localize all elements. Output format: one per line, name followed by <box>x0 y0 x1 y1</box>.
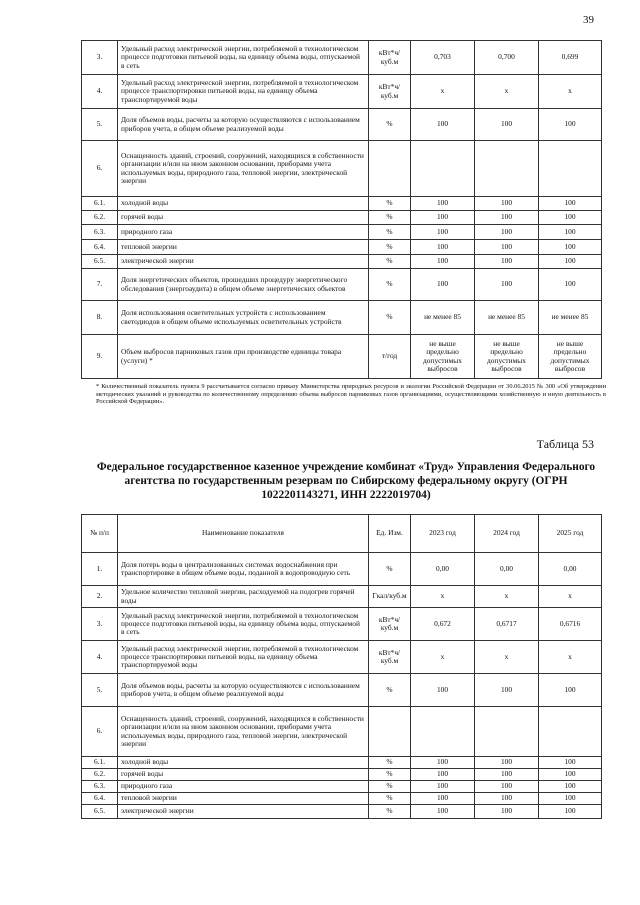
row-number: 3. <box>82 608 118 641</box>
table-row <box>82 641 602 674</box>
indicators-table-continued <box>81 40 602 379</box>
row-value-2023: x <box>411 641 475 674</box>
row-value-2024: 100 <box>475 240 539 255</box>
row-value-2023: 100 <box>411 781 475 793</box>
table-row <box>82 109 602 141</box>
row-value-2024: 100 <box>475 197 539 211</box>
table-row <box>82 255 602 269</box>
row-value-2024: не выше предельно допустимых выбросов <box>475 335 539 379</box>
row-value-2023: 100 <box>411 255 475 269</box>
row-value-2023: 100 <box>411 211 475 225</box>
header-number: № п/п <box>82 515 118 553</box>
row-description: Удельный расход электрической энергии, потребляемой в технологическом процессе подготовки питьевой воды, на единицу объема воды, отпускаемой в сеть <box>118 608 369 641</box>
table-row <box>82 757 602 769</box>
table-row <box>82 586 602 608</box>
row-value-2025: 100 <box>539 769 602 781</box>
row-value-2023: 100 <box>411 769 475 781</box>
table-row <box>82 141 602 197</box>
row-value-2025: 100 <box>539 781 602 793</box>
row-number: 2. <box>82 586 118 608</box>
row-unit: % <box>369 197 411 211</box>
row-number: 6. <box>82 141 118 197</box>
row-value-2025 <box>539 707 602 757</box>
row-description: Доля энергетических объектов, прошедших процедуру энергетического обследования (энергоаудита) в общем объеме энергетических объектов <box>118 269 369 301</box>
row-value-2024: x <box>475 75 539 109</box>
table-row <box>82 769 602 781</box>
row-number: 6.2. <box>82 211 118 225</box>
row-value-2023: 100 <box>411 269 475 301</box>
row-value-2025: 100 <box>539 805 602 819</box>
row-value-2023 <box>411 707 475 757</box>
header-year-2025: 2025 год <box>539 515 602 553</box>
row-value-2023: 0,703 <box>411 41 475 75</box>
row-value-2024: 100 <box>475 109 539 141</box>
row-value-2023: 0,672 <box>411 608 475 641</box>
row-value-2023: 100 <box>411 109 475 141</box>
row-unit: % <box>369 674 411 707</box>
row-value-2023: 100 <box>411 240 475 255</box>
row-value-2023: 100 <box>411 197 475 211</box>
table-row <box>82 211 602 225</box>
row-number: 6.1. <box>82 197 118 211</box>
row-value-2024: 100 <box>475 211 539 225</box>
row-value-2023: 0,00 <box>411 553 475 586</box>
table-row <box>82 225 602 240</box>
row-value-2024: 100 <box>475 225 539 240</box>
row-value-2025: не выше предельно допустимых выбросов <box>539 335 602 379</box>
row-number: 6. <box>82 707 118 757</box>
row-number: 9. <box>82 335 118 379</box>
row-value-2024 <box>475 707 539 757</box>
row-unit: % <box>369 553 411 586</box>
row-value-2025: 100 <box>539 269 602 301</box>
row-value-2023: не выше предельно допустимых выбросов <box>411 335 475 379</box>
row-value-2024: 100 <box>475 793 539 805</box>
row-number: 5. <box>82 109 118 141</box>
table-row <box>82 805 602 819</box>
header-year-2023: 2023 год <box>411 515 475 553</box>
table-row <box>82 41 602 75</box>
row-value-2024: 0,00 <box>475 553 539 586</box>
row-value-2025: 100 <box>539 240 602 255</box>
row-description: Доля объемов воды, расчеты за которую осуществляются с использованием приборов учета, в общем объеме реализуемой воды <box>118 109 369 141</box>
row-number: 4. <box>82 75 118 109</box>
row-unit: % <box>369 793 411 805</box>
row-unit <box>369 707 411 757</box>
page-number: 39 <box>583 14 594 26</box>
row-value-2024: 0,6717 <box>475 608 539 641</box>
row-value-2025: x <box>539 75 602 109</box>
row-description: тепловой энергии <box>118 793 369 805</box>
row-value-2025: 0,00 <box>539 553 602 586</box>
row-unit: % <box>369 301 411 335</box>
row-value-2025: 100 <box>539 757 602 769</box>
row-description: Оснащенность зданий, строений, сооружений, находящихся в собственности организации и/или на ином законном основании, приборами учета используемых воды, природного газа, тепловой энергии, электрической энергии <box>118 141 369 197</box>
row-value-2024: 100 <box>475 757 539 769</box>
table-row <box>82 75 602 109</box>
row-value-2025 <box>539 141 602 197</box>
table-row <box>82 608 602 641</box>
row-value-2025: 100 <box>539 793 602 805</box>
row-number: 8. <box>82 301 118 335</box>
row-description: Оснащенность зданий, строений, сооружений, находящихся в собственности организации и/или на ином законном основании, приборами учета используемых воды, природного газа, тепловой энергии, электрической энергии <box>118 707 369 757</box>
row-unit: % <box>369 769 411 781</box>
row-value-2023: 100 <box>411 674 475 707</box>
row-value-2023: 100 <box>411 793 475 805</box>
row-value-2024: x <box>475 586 539 608</box>
header-year-2024: 2024 год <box>475 515 539 553</box>
row-description: холодной воды <box>118 757 369 769</box>
row-value-2025: 100 <box>539 109 602 141</box>
row-number: 6.5. <box>82 805 118 819</box>
row-value-2023: не менее 85 <box>411 301 475 335</box>
row-value-2024: x <box>475 641 539 674</box>
row-description: горячей воды <box>118 769 369 781</box>
row-value-2025: 100 <box>539 225 602 240</box>
row-number: 6.1. <box>82 757 118 769</box>
row-value-2024: не менее 85 <box>475 301 539 335</box>
row-value-2024: 100 <box>475 255 539 269</box>
row-unit: % <box>369 781 411 793</box>
row-unit: % <box>369 805 411 819</box>
row-description: Удельный расход электрической энергии, потребляемой в технологическом процессе транспортировки питьевой воды, на единицу объема транспортируемой воды <box>118 641 369 674</box>
row-value-2024: 100 <box>475 769 539 781</box>
row-unit: % <box>369 255 411 269</box>
table-row <box>82 301 602 335</box>
row-description: Удельное количество тепловой энергии, расходуемой на подогрев горячей воды <box>118 586 369 608</box>
table-row <box>82 335 602 379</box>
row-value-2025: 100 <box>539 211 602 225</box>
table-row <box>82 269 602 301</box>
row-unit: кВт*ч/куб.м <box>369 41 411 75</box>
row-description: электрической энергии <box>118 805 369 819</box>
organization-title: Федеральное государственное казенное учреждение комбинат «Труд» Управления Федерального агентства по государственным резервам по Сибирскому федеральному округу (ОГРН 1022201143271, ИНН 2222019704) <box>96 461 596 501</box>
row-value-2025: 100 <box>539 674 602 707</box>
row-description: горячей воды <box>118 211 369 225</box>
row-value-2025: не менее 85 <box>539 301 602 335</box>
row-value-2024: 100 <box>475 674 539 707</box>
row-number: 7. <box>82 269 118 301</box>
header-unit: Ед. Изм. <box>369 515 411 553</box>
row-value-2025: x <box>539 641 602 674</box>
row-description: Доля объемов воды, расчеты за которую осуществляются с использованием приборов учета, в общем объеме реализуемой воды <box>118 674 369 707</box>
row-unit: т/год <box>369 335 411 379</box>
row-description: тепловой энергии <box>118 240 369 255</box>
row-description: Доля использования осветительных устройств с использованием светодиодов в общем объеме используемых осветительных устройств <box>118 301 369 335</box>
row-unit: кВт*ч/куб.м <box>369 641 411 674</box>
row-number: 6.4. <box>82 793 118 805</box>
table-row <box>82 781 602 793</box>
row-unit: кВт*ч/куб.м <box>369 608 411 641</box>
row-value-2023: 100 <box>411 757 475 769</box>
row-number: 3. <box>82 41 118 75</box>
table-row <box>82 674 602 707</box>
row-value-2025: 0,699 <box>539 41 602 75</box>
row-value-2024: 0,700 <box>475 41 539 75</box>
footnote: * Количественный показатель пункта 9 рассчитывается согласно приказу Министерства природных ресурсов и экологии Российской Федерации от 30.06.2015 № 300 «Об утверждении методических указаний и руководства по количественному определению объема выбросов парниковых газов организациями, осуществляющими хозяйственную и иную деятельность в Российской Федерации». <box>96 383 606 406</box>
table-row <box>82 707 602 757</box>
table-label: Таблица 53 <box>536 437 594 451</box>
row-number: 5. <box>82 674 118 707</box>
row-number: 6.3. <box>82 225 118 240</box>
table-header-row <box>82 515 602 553</box>
table-row <box>82 197 602 211</box>
row-number: 6.2. <box>82 769 118 781</box>
row-number: 6.3. <box>82 781 118 793</box>
table-row <box>82 793 602 805</box>
row-description: Объем выбросов парниковых газов при производстве единицы товара (услуги) * <box>118 335 369 379</box>
row-description: электрической энергии <box>118 255 369 269</box>
row-description: природного газа <box>118 225 369 240</box>
row-unit <box>369 141 411 197</box>
row-value-2024: 100 <box>475 269 539 301</box>
row-value-2023: 100 <box>411 805 475 819</box>
header-name: Наименование показателя <box>118 515 369 553</box>
row-value-2025: 100 <box>539 197 602 211</box>
row-value-2025: x <box>539 586 602 608</box>
table-row <box>82 240 602 255</box>
row-unit: Гкал/куб.м <box>369 586 411 608</box>
row-unit: % <box>369 211 411 225</box>
row-value-2025: 0,6716 <box>539 608 602 641</box>
row-value-2023: x <box>411 586 475 608</box>
row-description: Доля потерь воды в централизованных системах водоснабжения при транспортировке в общем объеме воды, поданной в водопроводную сеть <box>118 553 369 586</box>
row-value-2025: 100 <box>539 255 602 269</box>
table-row <box>82 553 602 586</box>
row-number: 6.4. <box>82 240 118 255</box>
row-value-2023 <box>411 141 475 197</box>
row-value-2024 <box>475 141 539 197</box>
row-number: 4. <box>82 641 118 674</box>
row-value-2023: 100 <box>411 225 475 240</box>
row-number: 1. <box>82 553 118 586</box>
row-unit: % <box>369 269 411 301</box>
row-value-2024: 100 <box>475 781 539 793</box>
row-description: Удельный расход электрической энергии, потребляемой в технологическом процессе подготовки питьевой воды, на единицу объема воды, отпускаемой в сеть <box>118 41 369 75</box>
row-description: холодной воды <box>118 197 369 211</box>
row-unit: кВт*ч/куб.м <box>369 75 411 109</box>
indicators-table-53 <box>81 514 602 819</box>
row-value-2023: x <box>411 75 475 109</box>
row-description: Удельный расход электрической энергии, потребляемой в технологическом процессе транспортировки питьевой воды, на единицу объема транспортируемой воды <box>118 75 369 109</box>
row-unit: % <box>369 757 411 769</box>
row-value-2024: 100 <box>475 805 539 819</box>
row-description: природного газа <box>118 781 369 793</box>
row-number: 6.5. <box>82 255 118 269</box>
row-unit: % <box>369 225 411 240</box>
row-unit: % <box>369 240 411 255</box>
row-unit: % <box>369 109 411 141</box>
